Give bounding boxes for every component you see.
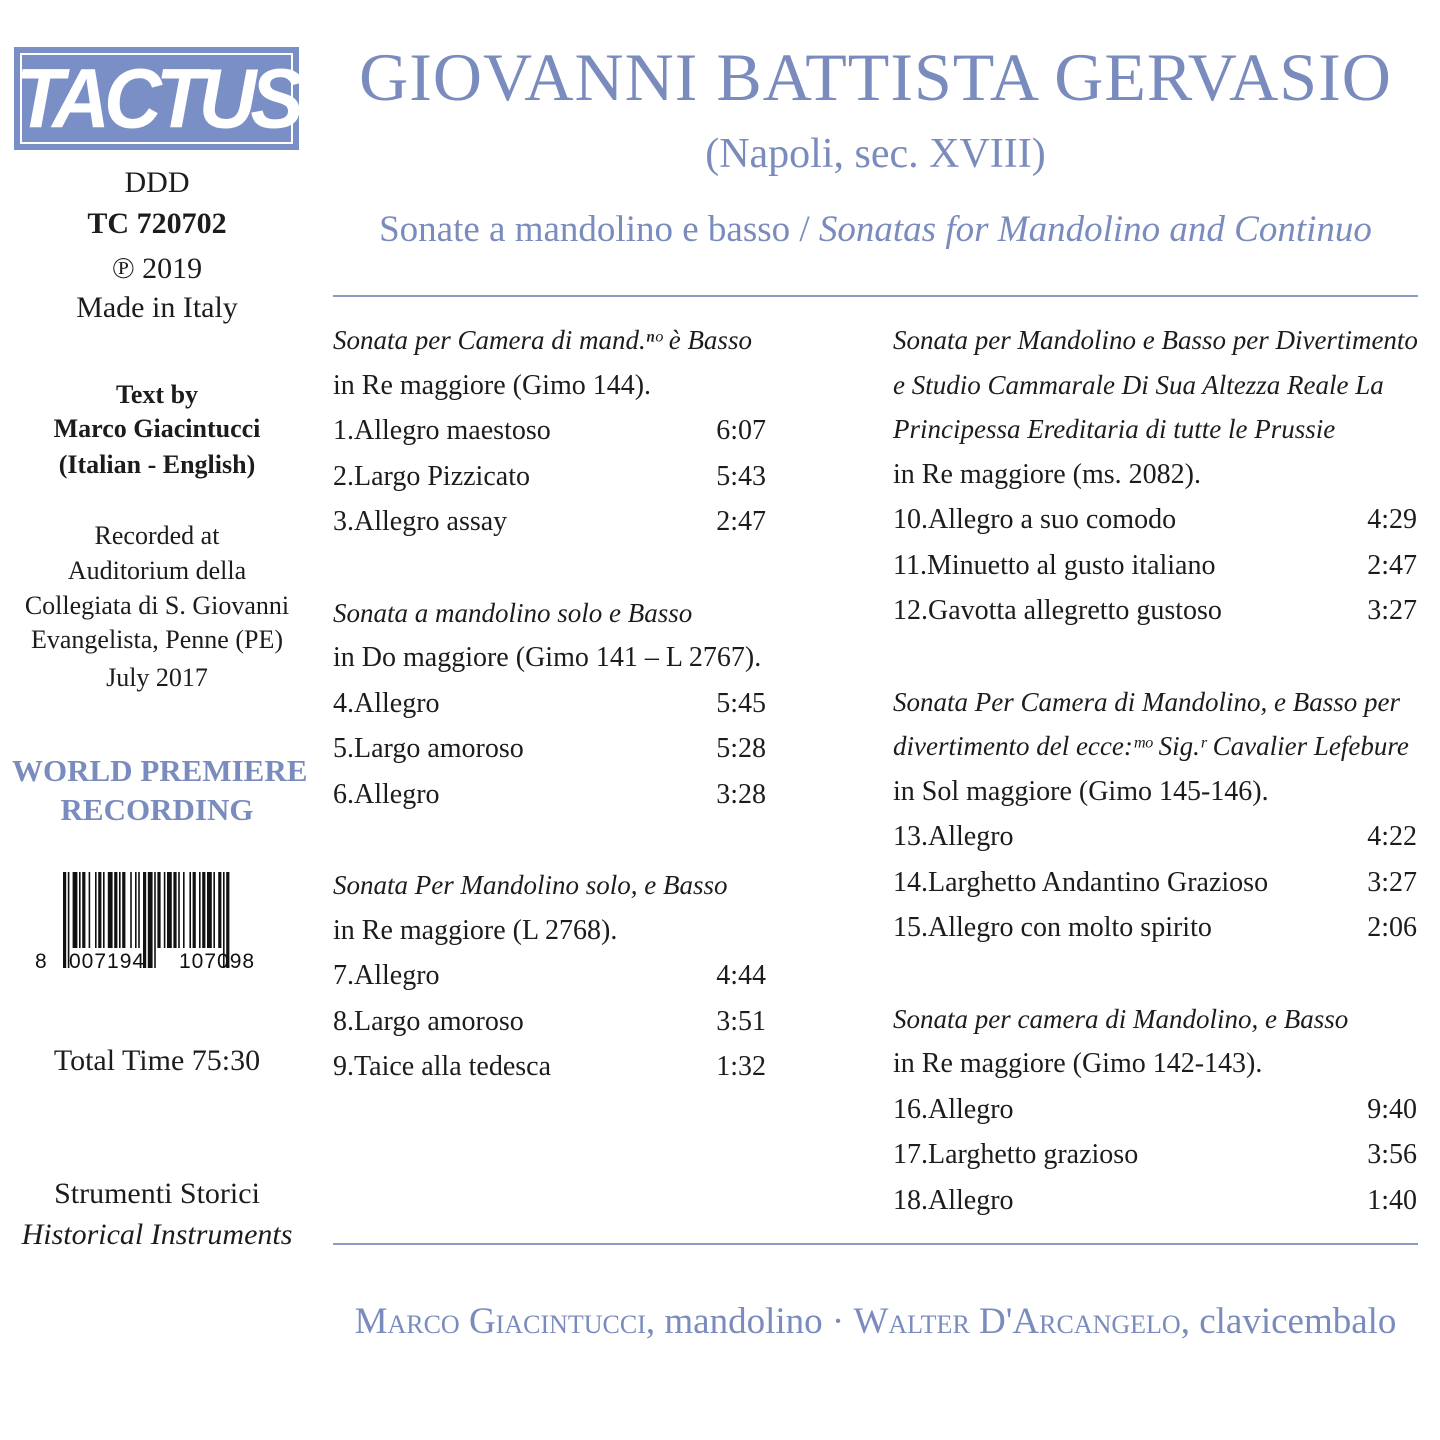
track-number: 4. (333, 687, 354, 719)
barcode-bar (193, 872, 196, 948)
barcode-bar (63, 872, 66, 968)
barcode-bar (218, 872, 221, 948)
sonata-key: in Sol maggiore (Gimo 145-146). (893, 775, 1269, 807)
track-title: Minuetto al gusto italiano (926, 549, 1216, 581)
track-duration: 3:56 (1367, 1139, 1417, 1170)
barcode-bar (167, 872, 172, 948)
track-number: 3. (333, 506, 354, 537)
barcode-bar (207, 872, 212, 948)
track-duration: 6:07 (716, 415, 766, 446)
track-title: Allegro (354, 778, 440, 810)
track-number: 10. (893, 504, 928, 535)
track-label (893, 1132, 1138, 1178)
barcode-bar (138, 872, 140, 948)
track-row (333, 772, 766, 818)
barcode-bar (213, 872, 215, 948)
track-number: 16. (893, 1093, 928, 1125)
track-number: 17. (893, 1139, 928, 1170)
sonata-key: in Re maggiore (Gimo 144). (333, 369, 652, 401)
barcode-bar (173, 872, 176, 948)
track-title: Gavotta allegretto gustoso (928, 595, 1222, 626)
track-number: 14. (893, 866, 928, 898)
barcode-bar (178, 872, 180, 948)
barcode-digit-lead: 8 (35, 950, 47, 972)
track-title: Largo amoroso (354, 1005, 524, 1037)
track-number: 18. (893, 1184, 928, 1216)
track-number: 13. (893, 821, 928, 852)
track-row (333, 1044, 766, 1090)
album-subtitle (333, 208, 1418, 251)
track-label (333, 772, 440, 818)
barcode-bar (89, 872, 91, 948)
sonata-key: in Re maggiore (Gimo 142-143). (893, 1048, 1263, 1079)
track-label (333, 999, 524, 1045)
sonata-block (333, 863, 766, 1090)
track-number: 5. (333, 733, 354, 764)
sonata-title: Sonata Per Camera di Mandolino, e Basso per (893, 686, 1400, 717)
track-row (333, 408, 766, 454)
barcode (29, 870, 269, 972)
barcode-bar (95, 872, 97, 948)
track-row (893, 588, 1417, 634)
sonata-title: e Studio Cammarale Di Sua Altezza Reale La (893, 369, 1384, 400)
subtitle-italian: Sonate a mandolino e basso / (379, 209, 819, 250)
track-number: 7. (333, 960, 354, 991)
barcode-bar (199, 872, 201, 948)
track-duration: 2:47 (716, 506, 766, 537)
track-duration: 2:47 (1367, 549, 1417, 581)
barcode-bar (98, 872, 101, 948)
track-row (893, 1132, 1417, 1178)
track-duration: 5:28 (716, 733, 766, 764)
sonata-title: Sonata per camera di Mandolino, e Basso (893, 1003, 1349, 1034)
barcode-bar (157, 872, 160, 948)
track-label (893, 543, 1216, 589)
track-row (333, 999, 766, 1045)
track-number: 9. (333, 1051, 354, 1082)
barcode-bar (148, 872, 153, 968)
track-title: Allegro a suo comodo (928, 504, 1177, 535)
track-title: Largo amoroso (354, 733, 524, 764)
track-label (333, 953, 440, 999)
track-label (893, 905, 1212, 951)
barcode-bar (79, 872, 81, 948)
recorded-line: July 2017 (106, 663, 208, 692)
made-in: Made in Italy (76, 291, 238, 324)
sonata-block (333, 591, 766, 818)
track-row (893, 1087, 1417, 1133)
sonata-key: in Re maggiore (L 2768). (333, 914, 618, 946)
track-row (333, 726, 766, 772)
track-number: 2. (333, 460, 354, 492)
track-duration: 3:28 (716, 778, 766, 810)
sonata-title: divertimento del ecce:ᵐᵒ Sig.ʳ Cavalier Lefebure (893, 731, 1409, 761)
barcode-digits-left: 007194 (69, 950, 146, 972)
track-row (893, 905, 1417, 951)
track-duration: 5:43 (716, 460, 766, 492)
sonata-title: Sonata Per Mandolino solo, e Basso (333, 870, 728, 900)
performer-1-name: Marco Giacintucci (354, 1301, 646, 1342)
track-row (333, 681, 766, 727)
barcode-bar (119, 872, 121, 948)
track-label (333, 499, 507, 545)
track-row (333, 454, 766, 500)
track-title: Allegro (354, 687, 440, 719)
track-duration: 3:27 (1367, 595, 1417, 626)
composer-origin: (Napoli, sec. XVIII) (705, 131, 1046, 177)
subtitle-english: Sonatas for Mandolino and Continuo (818, 209, 1372, 250)
recorded-line: Auditorium della (67, 556, 247, 585)
sonata-title: Sonata a mandolino solo e Basso (333, 597, 693, 628)
barcode-bar (164, 872, 166, 948)
sonata-block (893, 318, 1417, 634)
track-title: Largo Pizzicato (354, 460, 530, 492)
track-title: Allegro (928, 821, 1014, 852)
barcode-bar (73, 872, 78, 948)
barcode-bar (202, 872, 205, 948)
track-title: Larghetto Andantino Grazioso (928, 866, 1269, 898)
track-number: 1. (333, 415, 354, 446)
track-duration: 2:06 (1367, 912, 1417, 943)
recorded-line: Collegiata di S. Giovanni (24, 591, 290, 620)
track-duration: 3:27 (1367, 866, 1417, 898)
text-by-name: Marco Giacintucci (53, 414, 261, 443)
header-divider (333, 295, 1418, 297)
track-duration: 9:40 (1367, 1093, 1417, 1125)
track-label (893, 1178, 1014, 1224)
logo-text: TACTUS (15, 51, 298, 145)
sonata-title: Principessa Ereditaria di tutte le Prussie (893, 414, 1336, 444)
phonogram-year: ℗ 2019 (111, 252, 203, 285)
track-row (333, 953, 766, 999)
footer-divider (333, 1243, 1418, 1245)
track-label (333, 454, 530, 500)
world-premiere-label: WORLD PREMIERE (12, 753, 308, 788)
catalog-number: TC 720702 (87, 207, 227, 240)
tracklist-left (333, 318, 766, 1090)
recorded-line: Evangelista, Penne (PE) (31, 625, 283, 654)
track-number: 8. (333, 1005, 354, 1037)
track-duration: 4:22 (1367, 821, 1417, 852)
sonata-block (333, 318, 766, 545)
track-label (893, 497, 1176, 543)
track-row (893, 814, 1417, 860)
barcode-bar (135, 872, 137, 948)
track-duration: 1:32 (716, 1051, 766, 1082)
performer-1-role: , mandolino (645, 1301, 823, 1342)
text-by-languages: (Italian - English) (58, 450, 256, 479)
track-row (893, 1178, 1417, 1224)
recorded-line: Recorded at (94, 521, 220, 550)
track-label (893, 588, 1222, 634)
track-duration: 4:44 (716, 960, 766, 991)
track-label (893, 1087, 1014, 1133)
barcode-digits-right: 107098 (179, 950, 256, 972)
sonata-title: Sonata per Mandolino e Basso per Divertimento (893, 325, 1418, 355)
sonata-block (893, 680, 1417, 951)
track-label (333, 1044, 551, 1090)
track-number: 11. (893, 549, 927, 581)
sonata-title: Sonata per Camera di mand.ⁿᵒ è Basso (333, 325, 752, 355)
track-row (333, 499, 766, 545)
track-duration: 3:51 (716, 1005, 766, 1037)
track-title: Allegro (354, 960, 440, 991)
track-row (893, 543, 1417, 589)
track-row (893, 497, 1417, 543)
track-duration: 5:45 (716, 687, 766, 719)
sonata-key: in Re maggiore (ms. 2082). (893, 458, 1201, 490)
track-label (333, 681, 440, 727)
barcode-bar (122, 872, 125, 948)
track-number: 12. (893, 595, 928, 626)
track-number: 6. (333, 778, 354, 810)
barcode-bar (183, 872, 185, 948)
track-title: Taice alla tedesca (354, 1051, 552, 1082)
track-duration: 1:40 (1367, 1184, 1417, 1216)
composer-name: GIOVANNI BATTISTA GERVASIO (359, 39, 1392, 115)
performers-credit (333, 1300, 1418, 1343)
logo-frame (15, 51, 298, 145)
track-label (893, 860, 1268, 906)
barcode-bar (82, 872, 85, 948)
tactus-logo (14, 47, 299, 150)
instruments-english: Historical Instruments (21, 1218, 293, 1251)
track-label (893, 814, 1014, 860)
track-title: Allegro (928, 1093, 1014, 1125)
track-label (333, 726, 524, 772)
instruments-italian: Strumenti Storici (54, 1177, 260, 1210)
format: DDD (124, 166, 190, 199)
text-by-label: Text by (115, 380, 199, 409)
track-row (893, 860, 1417, 906)
barcode-bar (130, 872, 132, 948)
barcode-bar (189, 872, 191, 948)
barcode-bar (154, 872, 156, 968)
track-label (333, 408, 551, 454)
performer-2-role: , clavicembalo (1180, 1301, 1397, 1342)
track-title: Larghetto grazioso (928, 1139, 1139, 1170)
sonata-block (893, 997, 1417, 1224)
performer-separator: · (822, 1301, 854, 1342)
track-title: Allegro con molto spirito (928, 912, 1212, 943)
barcode-bar (103, 872, 105, 948)
sonata-key: in Do maggiore (Gimo 141 – L 2767). (333, 642, 762, 673)
barcode-bar (114, 872, 117, 948)
track-duration: 4:29 (1367, 504, 1417, 535)
track-title: Allegro maestoso (354, 415, 551, 446)
track-title: Allegro (928, 1184, 1014, 1216)
total-time: Total Time 75:30 (53, 1044, 261, 1077)
performer-2-name: Walter D'Arcangelo (853, 1301, 1181, 1342)
world-premiere-label: RECORDING (60, 792, 254, 827)
barcode-bar (108, 872, 113, 948)
tracklist-right (893, 318, 1417, 1223)
track-title: Allegro assay (354, 506, 508, 537)
track-number: 15. (893, 912, 928, 943)
